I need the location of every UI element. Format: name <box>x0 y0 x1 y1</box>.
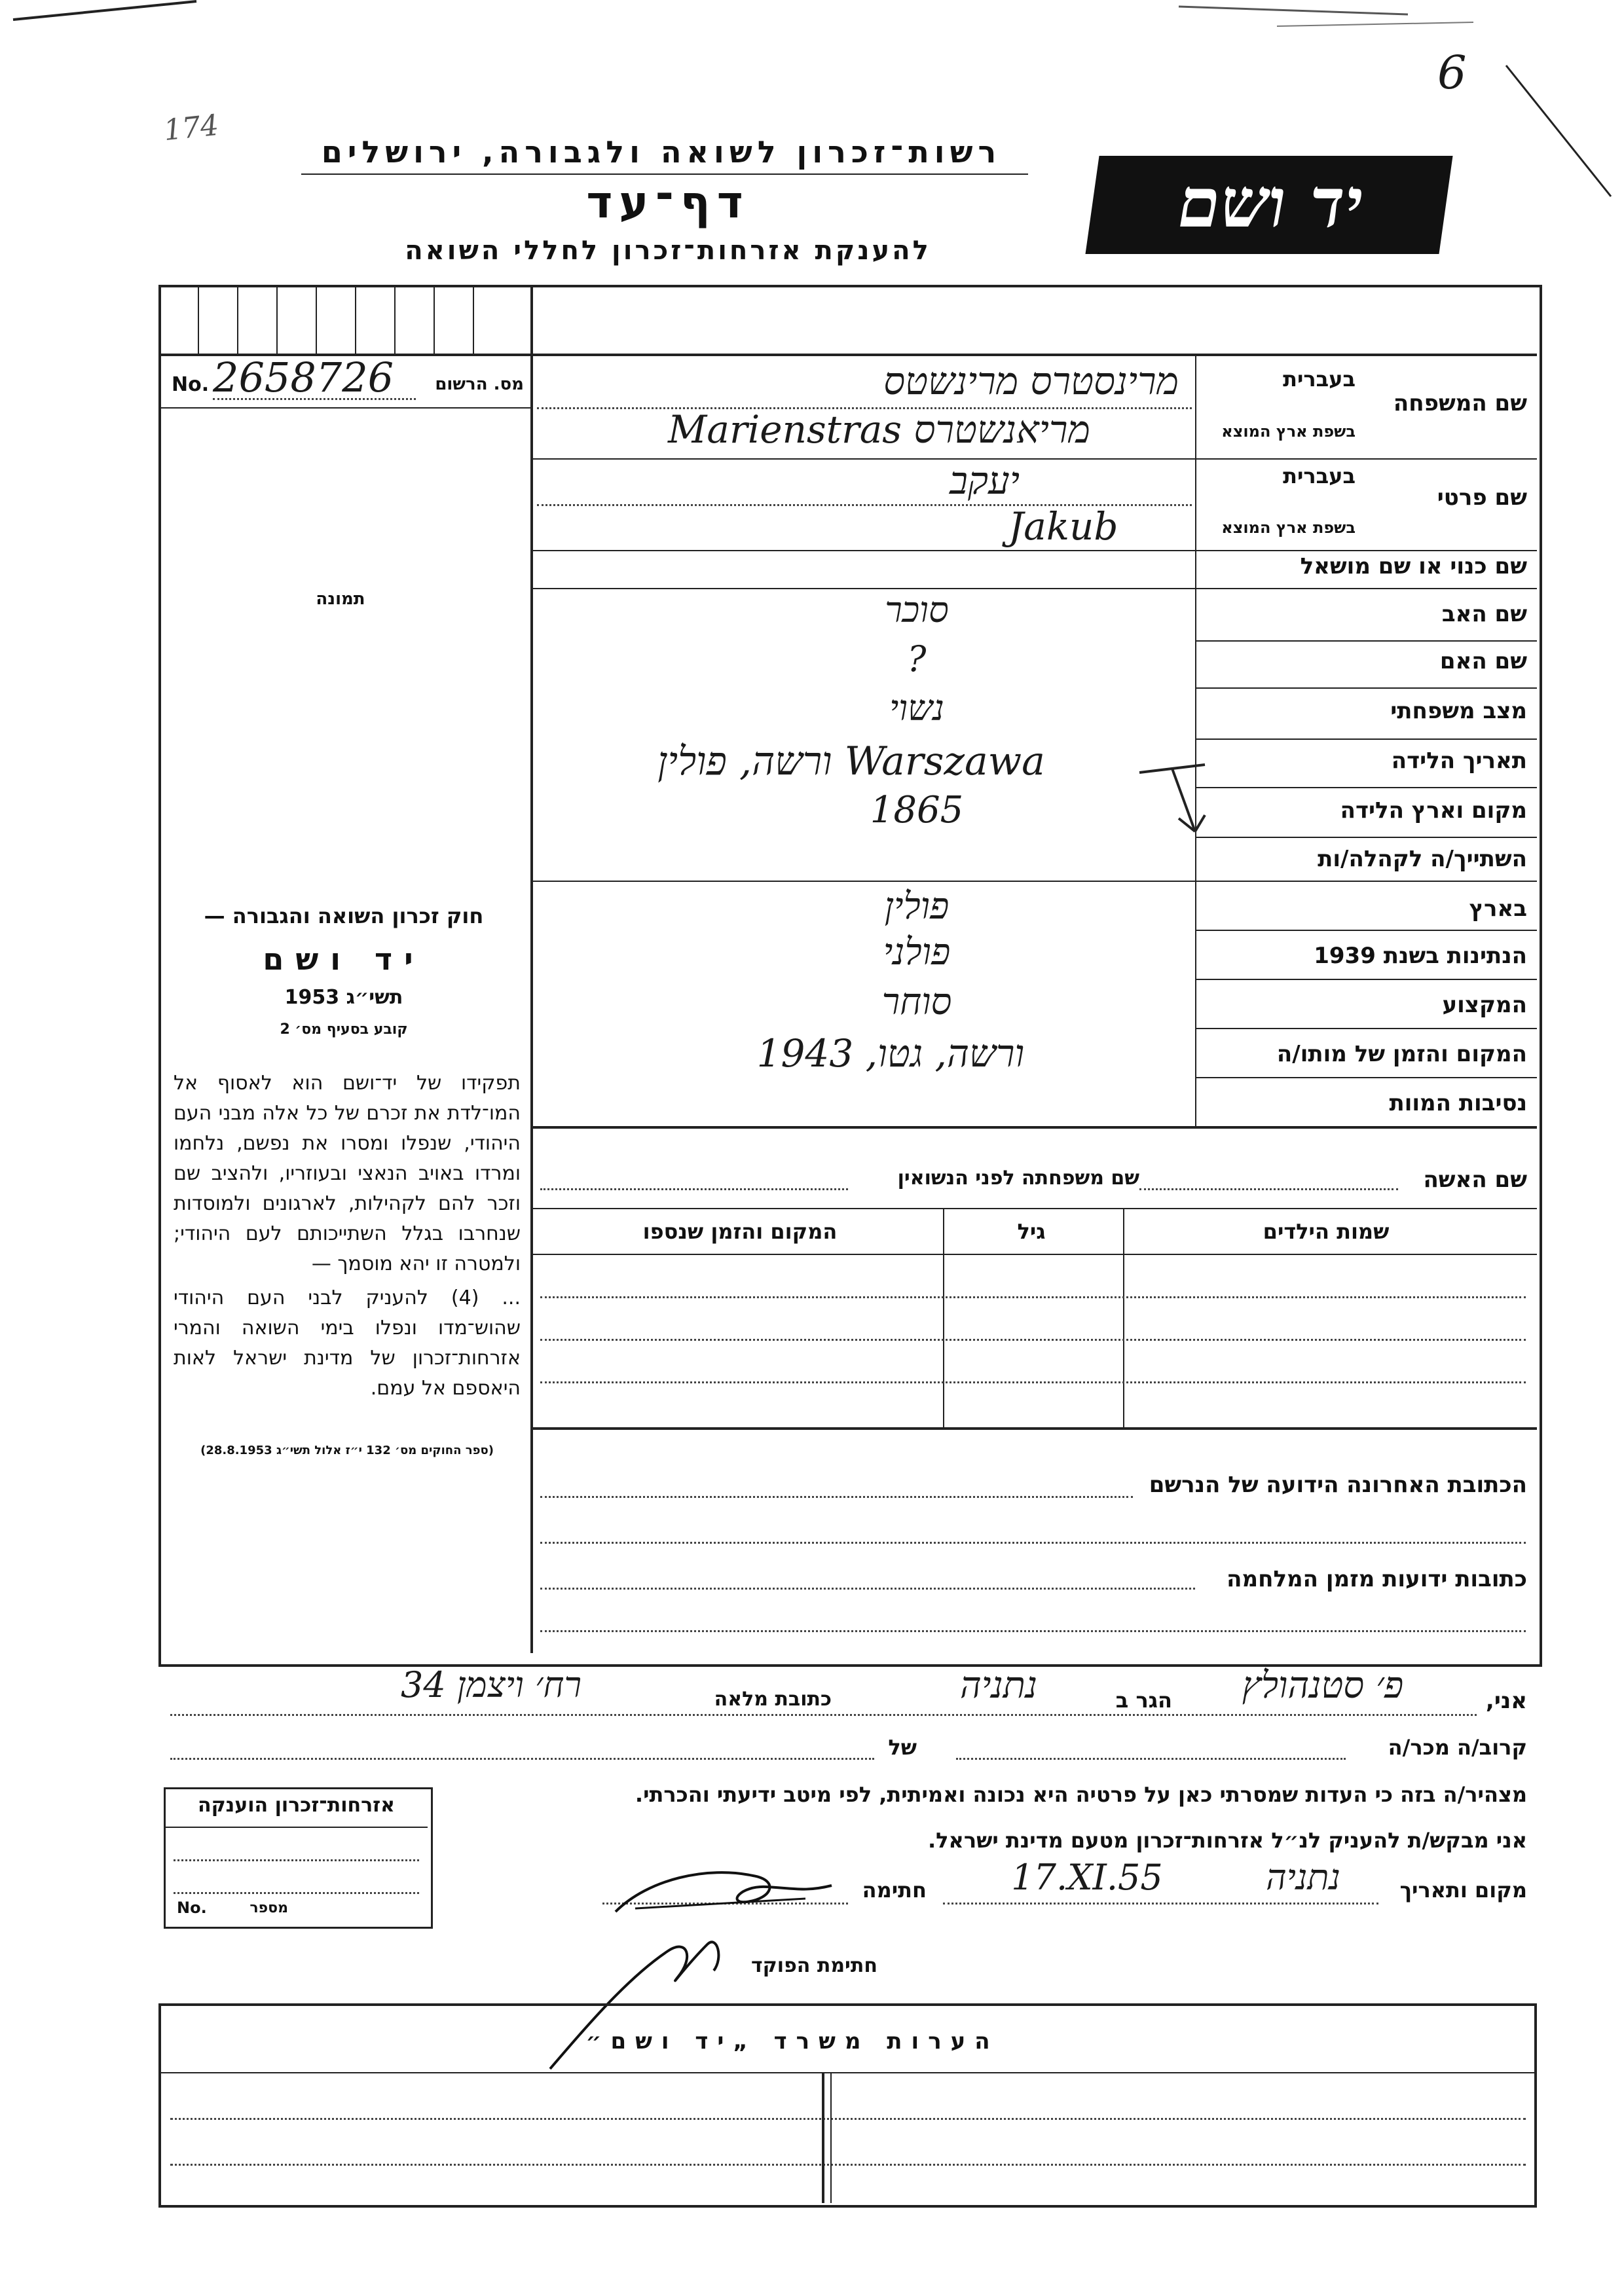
row-line-2 <box>530 550 1537 551</box>
of-line <box>170 1758 874 1760</box>
full-address-value: רח׳ ויצמן 34 <box>400 1664 582 1705</box>
declarant-i-label: אני, <box>1485 1688 1527 1714</box>
wife-row-bottom <box>530 1208 1537 1209</box>
children-row-3 <box>540 1381 1526 1383</box>
surname-sub-hebrew: בעברית <box>1283 367 1356 392</box>
full-address-label: כתובת מלאה <box>714 1688 832 1711</box>
of-label: של <box>888 1735 917 1760</box>
label-column-divider <box>1195 354 1196 1126</box>
citizenship-number-label: מספר <box>249 1900 288 1916</box>
country-value: פולין <box>884 885 950 928</box>
law-year: תשי״ג 1953 <box>284 986 403 1009</box>
father-name-label: שם האב <box>1441 601 1527 627</box>
community-label: השתייך/ה לקהלה/ות <box>1318 846 1527 872</box>
children-col-divider-1 <box>1123 1208 1124 1427</box>
death-place-value: ורשה, גטו, 1943 <box>756 1031 1025 1076</box>
frame-divider <box>530 285 533 1653</box>
first-name-sub-foreign: בשפת ארץ המוצא <box>1221 519 1356 537</box>
office-notes-top <box>158 2003 1537 2006</box>
office-notes-line-2 <box>170 2118 1526 2120</box>
last-address-line-1 <box>540 1496 1133 1498</box>
nationality-value: פולני <box>883 931 951 974</box>
citizenship-title-line <box>165 1827 428 1828</box>
wartime-address-line-2 <box>540 1630 1526 1632</box>
registration-no-label: No. <box>172 373 210 396</box>
place-value: נתניה <box>1266 1857 1340 1898</box>
declaration-text: מצהיר/ה בזה כי העדות שמסרתי כאן על פרטיה היא נכונה ואמיתית, לפי מיטב ידיעתי והכרתי. <box>635 1782 1527 1807</box>
signature-label: חתימה <box>862 1878 927 1903</box>
declarant-line <box>170 1714 1477 1716</box>
children-names-header: שמות הילדים <box>1263 1219 1390 1244</box>
row-line-8 <box>1195 837 1537 838</box>
citizenship-line-1 <box>174 1859 419 1861</box>
row-line-10 <box>1195 930 1537 931</box>
logo-text: יד ושם <box>1177 162 1363 243</box>
relative-line <box>956 1758 1346 1760</box>
law-clause: קובע בסעיף מס׳ 2 <box>280 1021 408 1038</box>
row-line-6 <box>1195 738 1537 740</box>
profession-value: סוחר <box>881 981 952 1023</box>
authority-name: רשות־זכרון לשואה ולגבורה, ירושלים <box>321 134 1002 170</box>
birth-date-label: תאריך הלידה <box>1391 748 1527 774</box>
country-label: בארץ <box>1469 896 1527 922</box>
citizenship-title: אזרחות־זכרון הוענקה <box>197 1794 396 1817</box>
resides-label: הגר ב <box>1115 1688 1172 1713</box>
office-notes-title: הערות משרד „יד ושם״ <box>585 2028 999 2054</box>
form-title: דף־עד <box>586 177 750 228</box>
row-line-13 <box>1195 1077 1537 1078</box>
office-notes-right-edge <box>1534 2003 1537 2206</box>
archive-number: 174 <box>162 108 221 148</box>
birth-place-value: 1865 <box>870 789 964 831</box>
first-name-sub-hebrew: בעברית <box>1283 464 1356 488</box>
citizenship-line-2 <box>174 1892 419 1894</box>
birth-date-value: Warszawa ורשה, פולין <box>657 738 1045 784</box>
children-row-2 <box>540 1339 1526 1341</box>
children-row-1 <box>540 1296 1526 1298</box>
wife-label: שם האשה <box>1423 1167 1527 1193</box>
law-name: יד ושם <box>263 941 425 977</box>
nickname-label: שם כנוי או שם מושאל <box>1300 553 1527 579</box>
profession-label: המקצוע <box>1442 992 1527 1018</box>
first-name-label: שם פרטי <box>1437 484 1527 511</box>
date-value: 17.XI.55 <box>1011 1857 1163 1898</box>
children-age-header: גיל <box>1017 1219 1046 1244</box>
wife-maiden-line <box>540 1188 848 1190</box>
authority-underline <box>301 173 1028 175</box>
office-notes-bottom <box>158 2205 1537 2208</box>
law-text-1: תפקידו של יד־ושם הוא לאסוף אל המו־לדת את זכרם של כל אלה מבני העם היהודי, שנפלו ומסרו את נפשם, נלחמו ומרדו באויב הנאצי ובעוזריו, ולהציב שם וזכר להם לקהילות, לארגונים ולמוסדות שנחרבו בגלל השתייכותם לעם היהודי; ולמטרה זו יהא מוסמך — <box>174 1072 521 1275</box>
place-date-line <box>943 1903 1378 1904</box>
surname-hebrew-value: מרינסטרס מרינשטס <box>883 359 1179 403</box>
nationality-label: הנתינות בשנת 1939 <box>1314 943 1527 969</box>
wife-name-line <box>1139 1188 1398 1190</box>
city-value: נתניה <box>959 1664 1038 1707</box>
wartime-address-line-1 <box>540 1588 1195 1590</box>
registration-label: מס. הרשום <box>435 374 524 394</box>
law-citation: (ספר החוקים מס׳ 132 י״ז אלול תשי״ג 28.8.1953) <box>200 1444 494 1457</box>
wartime-address-label: כתובות ידועות מזמן המלחמה <box>1227 1566 1527 1592</box>
wife-maiden-label: שם משפחתה לפני הנשואין <box>897 1167 1139 1190</box>
mother-name-label: שם האם <box>1439 648 1527 674</box>
last-address-label: הכתובת האחרונה הידועה של הנרשם <box>1149 1472 1527 1498</box>
row-line-5 <box>1195 687 1537 689</box>
last-address-line-2 <box>540 1542 1526 1544</box>
row-line-4 <box>1195 640 1537 642</box>
place-date-label: מקום ותאריך <box>1399 1878 1527 1903</box>
officer-signature-label: חתימת הפוקד <box>751 1954 877 1977</box>
row-line-1 <box>530 458 1537 460</box>
correction-arrow <box>1133 759 1218 838</box>
birth-place-label: מקום וארץ הלידה <box>1340 797 1527 824</box>
children-col-divider-2 <box>943 1208 944 1427</box>
father-name-value: סוכר <box>885 589 949 630</box>
office-notes-divider-2 <box>830 2072 832 2203</box>
surname-label: שם המשפחה <box>1393 390 1527 416</box>
row-line-7 <box>1195 787 1537 788</box>
registration-line <box>213 398 416 400</box>
death-circumstances-label: נסיבות המוות <box>1389 1090 1527 1116</box>
marital-status-label: מצב משפחתי <box>1390 698 1527 724</box>
declarant-signature <box>609 1840 845 1918</box>
registration-number: 2658726 <box>213 354 394 401</box>
marital-status-value: נשוי <box>889 687 944 729</box>
citizenship-no-label: No. <box>177 1899 207 1917</box>
personal-section-bottom <box>530 1126 1537 1129</box>
surname-foreign-value: Marienstras מריאנשטרס <box>668 407 1090 452</box>
relative-label: קרוב/ה מכר/ה <box>1388 1735 1527 1760</box>
row-line-9 <box>530 881 1537 882</box>
first-name-hebrew-value: יעקב <box>950 458 1020 503</box>
first-name-foreign-value: Jakub <box>1008 504 1118 549</box>
row-line-11 <box>1195 979 1537 980</box>
row-line-12 <box>1195 1028 1537 1029</box>
law-text-2: ... (4) להעניק לבני העם היהודי שהוש־מדו ונפלו בימי השואה והמרי אזרחות־זכרון של מדינת ישראל לאות היאספם אל עמם. <box>174 1286 521 1400</box>
surname-sub-foreign: בשפת ארץ המוצא <box>1221 422 1356 441</box>
office-notes-divider <box>822 2072 824 2203</box>
page-mark: 6 <box>1437 46 1467 100</box>
code-boxes <box>158 285 530 355</box>
office-notes-left-edge <box>158 2003 161 2206</box>
children-table-bottom <box>530 1427 1537 1430</box>
children-place-header: המקום והזמן שנספו <box>642 1219 838 1244</box>
children-header-line <box>530 1254 1537 1255</box>
registration-row-line <box>158 407 530 409</box>
request-text: אני מבקש/ת להעניק לנ״ל אזרחות־זכרון מטעם מדינת ישראל. <box>928 1828 1527 1853</box>
office-notes-line-1 <box>158 2072 1537 2073</box>
mother-name-value: ? <box>907 638 927 680</box>
law-heading: חוק זכרון השואה והגבורה — <box>204 903 484 928</box>
office-notes-line-3 <box>170 2164 1526 2166</box>
death-place-label: המקום והזמן של מותו/ה <box>1276 1041 1527 1067</box>
declarant-name-value: פ׳ סטנהולץ <box>1242 1664 1404 1707</box>
photo-label: תמונה <box>316 589 365 609</box>
form-subtitle: להענקת אזרחות־זכרון לחללי השואה <box>405 236 931 266</box>
